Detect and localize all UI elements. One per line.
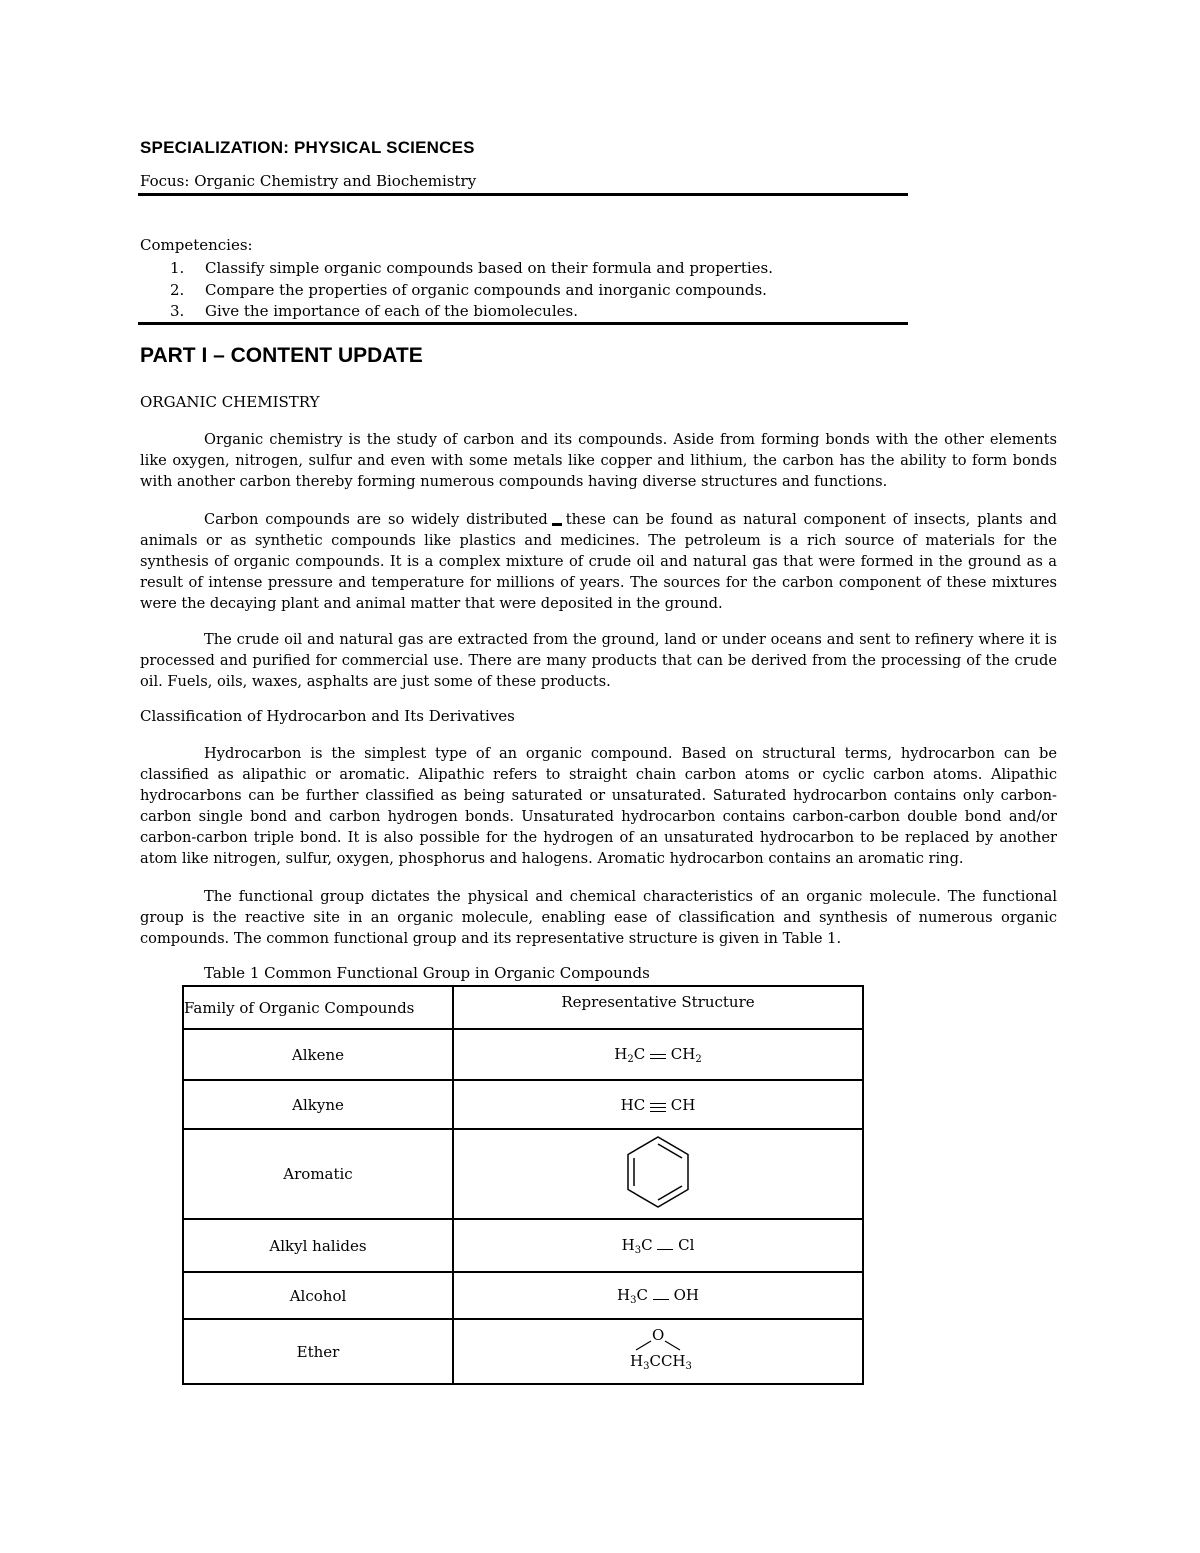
structure-cell (453, 1319, 863, 1384)
table-row (183, 1080, 863, 1129)
divider-top (138, 193, 908, 196)
double-bond (650, 1050, 666, 1060)
subsection-title: Classification of Hydrocarbon and Its Derivatives (140, 707, 515, 725)
single-bond (657, 1241, 673, 1251)
family-cell: Ether (183, 1319, 453, 1384)
paragraph: Carbon compounds are so widely distributed these can be found as natural component of insects, plants and animals or as synthetic compounds like plastics and medicines. The petroleum is a rich source of materials for the synthesis of organic compounds. It is a complex mixture of crude oil and natural gas that were formed in the ground as a result of intense pressure and temperature for millions of years. The sources for the carbon component of these mixtures were the decaying plant and animal matter that were deposited in the ground. (140, 511, 1057, 612)
triple-bond (650, 1099, 666, 1113)
functional-group-table (182, 985, 864, 1385)
table-row (183, 1219, 863, 1272)
structure-cell (453, 1080, 863, 1129)
header-structure: Representative Structure (453, 986, 863, 1029)
list-item: 1. Classify simple organic compounds based on their formula and properties. (170, 259, 774, 277)
alkene-structure: $H_2C$ $CH_2$ (614, 1044, 702, 1065)
specialization-heading: SPECIALIZATION: PHYSICAL SCIENCES (140, 138, 475, 157)
structure-cell (453, 1129, 863, 1219)
table-row (183, 1129, 863, 1219)
family-cell: Aromatic (183, 1129, 453, 1219)
section-title: ORGANIC CHEMISTRY (140, 393, 320, 411)
alcohol-structure: $H_3C$ OH (617, 1285, 699, 1306)
paragraph: The functional group dictates the physical and chemical characteristics of an organic molecule. The functional group is the reactive site in an organic molecule, enabling ease of classification and synthesis of numerous organic compounds. The common functional group and its representative structure is given in Table 1. (140, 888, 1057, 947)
benzene-ring-icon (623, 1134, 693, 1210)
structure-cell (453, 1219, 863, 1272)
table-row (183, 1319, 863, 1384)
competencies-list (170, 258, 773, 323)
family-cell: Alkyne (183, 1080, 453, 1129)
structure-cell (453, 1029, 863, 1080)
table-row (183, 1029, 863, 1080)
family-cell: Alcohol (183, 1272, 453, 1319)
table-row (183, 1272, 863, 1319)
ether-structure: O $H_3CCH_3$ (630, 1325, 692, 1372)
family-cell: Alkene (183, 1029, 453, 1080)
family-cell: Alkyl halides (183, 1219, 453, 1272)
alkyne-structure: HC CH (620, 1095, 696, 1114)
paragraph: Hydrocarbon is the simplest type of an organic compound. Based on structural terms, hydrocarbon can be classified as alipathic or aromatic. Alipathic refers to straight chain carbon atoms or cyclic carbon atoms. Alipathic hydrocarbons can be further classified as being saturated or unsaturated. Saturated hydrocarbon contains only carbon-carbon single bond and carbon hydrogen bonds. Unsaturated hydrocarbon contains carbon-carbon double bond and/or carbon-carbon triple bond. It is also possible for the hydrogen of an unsaturated hydrocarbon to be replaced by another atom like nitrogen, sulfur, oxygen, phosphorus and halogens. Aromatic hydrocarbon contains an aromatic ring. (140, 745, 1057, 867)
table-header-row (183, 986, 863, 1029)
alkyl-halide-structure: $H_3C$ Cl (621, 1235, 695, 1256)
single-bond (653, 1291, 669, 1301)
focus-line: Focus: Organic Chemistry and Biochemistry (140, 172, 477, 190)
part-title: PART I – CONTENT UPDATE (140, 344, 423, 367)
underscore-mark (552, 523, 562, 526)
divider-bottom (138, 322, 908, 325)
paragraph: The crude oil and natural gas are extracted from the ground, land or under oceans and sent to refinery where it is processed and purified for commercial use. There are many products that can be derived from the processing of the crude oil. Fuels, oils, waxes, asphalts are just some of these products. (140, 631, 1057, 690)
list-item: 3. Give the importance of each of the biomolecules. (170, 302, 578, 320)
structure-cell (453, 1272, 863, 1319)
competencies-label: Competencies: (140, 236, 253, 254)
table-caption: Table 1 Common Functional Group in Organic Compounds (204, 964, 650, 982)
header-family: Family of Organic Compounds (183, 986, 453, 1029)
paragraph: Organic chemistry is the study of carbon and its compounds. Aside from forming bonds with the other elements like oxygen, nitrogen, sulfur and even with some metals like copper and lithium, the carbon has the ability to form bonds with another carbon thereby forming numerous compounds having diverse structures and functions. (140, 431, 1057, 490)
list-item: 2. Compare the properties of organic compounds and inorganic compounds. (170, 280, 767, 299)
